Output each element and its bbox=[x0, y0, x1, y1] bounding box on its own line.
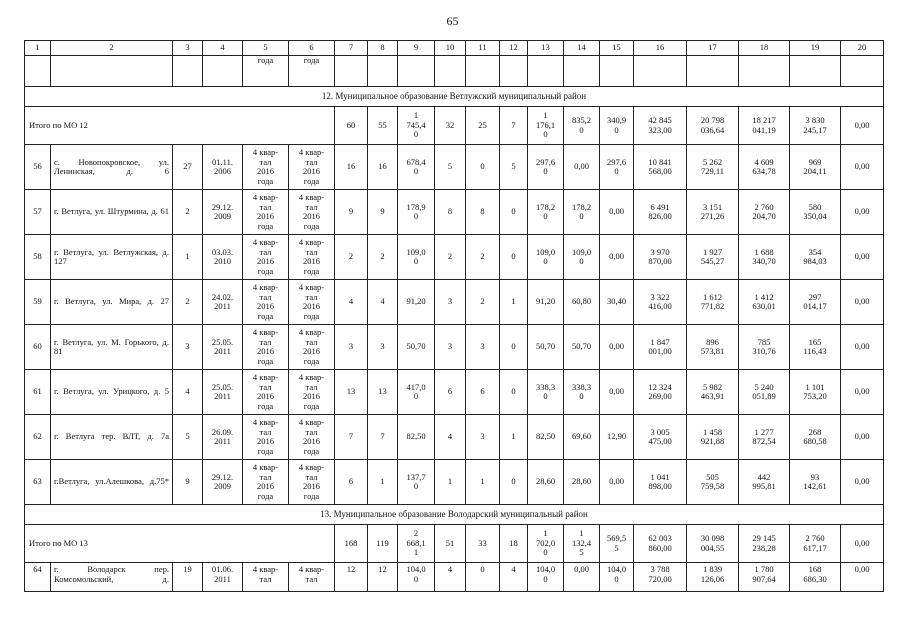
data-cell: 82,50 bbox=[398, 415, 435, 460]
data-cell: 7 bbox=[368, 415, 398, 460]
data-cell: 50,70 bbox=[528, 325, 564, 370]
data-cell: 0,00 bbox=[600, 370, 634, 415]
data-cell: 29.12. 2009 bbox=[203, 460, 243, 505]
data-cell: 1 bbox=[173, 235, 203, 280]
data-cell: 0,00 bbox=[841, 415, 884, 460]
data-cell: 64 bbox=[25, 563, 51, 592]
data-cell: 178,2 0 bbox=[528, 190, 564, 235]
address-cell: г. Ветлуга, ул. Мира, д. 27 bbox=[51, 280, 173, 325]
data-cell: 9 bbox=[368, 190, 398, 235]
data-cell: 19 bbox=[173, 563, 203, 592]
column-number: 19 bbox=[790, 41, 841, 56]
data-cell: 4 bbox=[435, 415, 466, 460]
data-cell: 268 680,58 bbox=[790, 415, 841, 460]
data-cell: 5 bbox=[435, 145, 466, 190]
data-cell: 12,90 bbox=[600, 415, 634, 460]
data-cell: 2 bbox=[466, 235, 500, 280]
data-cell: 0,00 bbox=[841, 325, 884, 370]
total-value: 7 bbox=[500, 107, 528, 145]
data-cell: 1 bbox=[500, 280, 528, 325]
data-cell: 442 995,81 bbox=[739, 460, 790, 505]
table-row bbox=[25, 235, 884, 280]
total-row bbox=[25, 525, 884, 563]
continuation-cell bbox=[435, 56, 466, 87]
data-cell: 63 bbox=[25, 460, 51, 505]
total-value: 32 bbox=[435, 107, 466, 145]
data-cell: 109,0 0 bbox=[528, 235, 564, 280]
data-cell: 5 240 051,89 bbox=[739, 370, 790, 415]
data-cell: 1 bbox=[435, 460, 466, 505]
section-title: 12. Муниципальное образование Ветлужский муниципальный район bbox=[25, 87, 884, 107]
data-cell: 580 350,04 bbox=[790, 190, 841, 235]
data-cell: 6 491 826,00 bbox=[634, 190, 687, 235]
continuation-cell: года bbox=[289, 56, 335, 87]
table-row bbox=[25, 460, 884, 505]
column-number: 17 bbox=[687, 41, 739, 56]
data-cell: 109,0 0 bbox=[398, 235, 435, 280]
data-cell: 5 bbox=[500, 145, 528, 190]
column-number: 20 bbox=[841, 41, 884, 56]
data-cell: 165 116,43 bbox=[790, 325, 841, 370]
housing-program-table bbox=[24, 40, 884, 592]
continuation-cell bbox=[500, 56, 528, 87]
data-cell: 13 bbox=[368, 370, 398, 415]
total-value: 60 bbox=[335, 107, 368, 145]
total-value: 119 bbox=[368, 525, 398, 563]
table-row bbox=[25, 145, 884, 190]
data-cell: 91,20 bbox=[398, 280, 435, 325]
column-number: 7 bbox=[335, 41, 368, 56]
data-cell: 4 квар- тал 2016 года bbox=[243, 370, 289, 415]
data-cell: 3 151 271,26 bbox=[687, 190, 739, 235]
total-value: 1 132,4 5 bbox=[564, 525, 600, 563]
data-cell: 0,00 bbox=[600, 325, 634, 370]
data-cell: 0,00 bbox=[600, 460, 634, 505]
total-value: 2 760 617,17 bbox=[790, 525, 841, 563]
data-cell: 3 322 416,00 bbox=[634, 280, 687, 325]
table-row bbox=[25, 325, 884, 370]
data-cell: 8 bbox=[435, 190, 466, 235]
section-title-row bbox=[25, 505, 884, 525]
data-cell: 2 bbox=[173, 190, 203, 235]
data-cell: 3 bbox=[335, 325, 368, 370]
total-value: 18 217 041,19 bbox=[739, 107, 790, 145]
data-cell: 969 204,11 bbox=[790, 145, 841, 190]
total-value: 30 098 004,55 bbox=[687, 525, 739, 563]
data-cell: 56 bbox=[25, 145, 51, 190]
column-number: 14 bbox=[564, 41, 600, 56]
data-cell: 5 bbox=[173, 415, 203, 460]
total-value: 0,00 bbox=[841, 525, 884, 563]
continuation-cell bbox=[687, 56, 739, 87]
data-cell: 4 квар- тал 2016 года bbox=[289, 280, 335, 325]
data-cell: 60,80 bbox=[564, 280, 600, 325]
data-cell: 297,6 0 bbox=[528, 145, 564, 190]
data-cell: 1 277 872,54 bbox=[739, 415, 790, 460]
data-cell: 03.03. 2010 bbox=[203, 235, 243, 280]
data-cell: 0,00 bbox=[564, 145, 600, 190]
data-cell: 896 573,81 bbox=[687, 325, 739, 370]
data-cell: 3 970 870,00 bbox=[634, 235, 687, 280]
total-value: 29 145 238,28 bbox=[739, 525, 790, 563]
data-cell: 1 688 340,70 bbox=[739, 235, 790, 280]
continuation-cell bbox=[335, 56, 368, 87]
data-cell: 1 041 898,00 bbox=[634, 460, 687, 505]
column-number: 18 bbox=[739, 41, 790, 56]
table-body bbox=[25, 41, 884, 592]
total-value: 18 bbox=[500, 525, 528, 563]
data-cell: 4 609 634,78 bbox=[739, 145, 790, 190]
data-cell: 0 bbox=[500, 325, 528, 370]
address-cell: г. Володарск пер. Комсомольский, д. bbox=[51, 563, 173, 592]
data-cell: 2 760 204,70 bbox=[739, 190, 790, 235]
data-cell: 6 bbox=[335, 460, 368, 505]
data-cell: 9 bbox=[173, 460, 203, 505]
data-cell: 338,3 0 bbox=[528, 370, 564, 415]
data-cell: 1 412 630,01 bbox=[739, 280, 790, 325]
total-label: Итого по МО 12 bbox=[25, 107, 335, 145]
data-cell: 1 839 126,06 bbox=[687, 563, 739, 592]
data-cell: 8 bbox=[466, 190, 500, 235]
data-cell: 25.05. 2011 bbox=[203, 325, 243, 370]
data-cell: 3 bbox=[173, 325, 203, 370]
section-title: 13. Муниципальное образование Володарский муниципальный район bbox=[25, 505, 884, 525]
address-cell: г.Ветлуга, ул.Алешкова, д.75* bbox=[51, 460, 173, 505]
data-cell: 3 bbox=[466, 325, 500, 370]
data-cell: 0,00 bbox=[841, 145, 884, 190]
data-cell: 2 bbox=[173, 280, 203, 325]
column-number: 13 bbox=[528, 41, 564, 56]
data-cell: 27 bbox=[173, 145, 203, 190]
total-value: 62 003 860,00 bbox=[634, 525, 687, 563]
data-cell: 109,0 0 bbox=[564, 235, 600, 280]
data-cell: 2 bbox=[368, 235, 398, 280]
data-cell: 2 bbox=[335, 235, 368, 280]
data-cell: 178,2 0 bbox=[564, 190, 600, 235]
data-cell: 0 bbox=[500, 235, 528, 280]
data-cell: 3 005 475,00 bbox=[634, 415, 687, 460]
data-cell: 4 квар- тал 2016 года bbox=[243, 415, 289, 460]
data-cell: 4 квар- тал 2016 года bbox=[243, 325, 289, 370]
column-number: 6 bbox=[289, 41, 335, 56]
page-number: 65 bbox=[446, 14, 459, 28]
data-cell: 4 bbox=[368, 280, 398, 325]
data-cell: 16 bbox=[335, 145, 368, 190]
data-cell: 82,50 bbox=[528, 415, 564, 460]
data-cell: 50,70 bbox=[398, 325, 435, 370]
data-cell: 29.12. 2009 bbox=[203, 190, 243, 235]
data-cell: 0,00 bbox=[600, 190, 634, 235]
data-cell: 104,0 0 bbox=[600, 563, 634, 592]
total-value: 1 176,1 0 bbox=[528, 107, 564, 145]
data-cell: 12 bbox=[368, 563, 398, 592]
data-cell: 0 bbox=[500, 190, 528, 235]
data-cell: 1 bbox=[466, 460, 500, 505]
data-cell: 26.09. 2011 bbox=[203, 415, 243, 460]
data-cell: 4 квар- тал 2016 года bbox=[289, 190, 335, 235]
address-cell: г. Ветлуга, ул. Штурмина, д. 61 bbox=[51, 190, 173, 235]
total-value: 25 bbox=[466, 107, 500, 145]
data-cell: 3 bbox=[368, 325, 398, 370]
table-row bbox=[25, 415, 884, 460]
data-cell: 3 788 720,00 bbox=[634, 563, 687, 592]
data-cell: 16 bbox=[368, 145, 398, 190]
data-cell: 4 квар- тал 2016 года bbox=[243, 190, 289, 235]
continuation-cell bbox=[528, 56, 564, 87]
total-value: 20 798 036,64 bbox=[687, 107, 739, 145]
data-cell: 1 847 001,00 bbox=[634, 325, 687, 370]
total-value: 42 845 323,00 bbox=[634, 107, 687, 145]
continuation-cell bbox=[739, 56, 790, 87]
total-value: 2 668,1 1 bbox=[398, 525, 435, 563]
total-value: 1 702,0 0 bbox=[528, 525, 564, 563]
address-cell: г. Ветлуга, ул. М. Горького, д. 81 bbox=[51, 325, 173, 370]
continuation-cell bbox=[368, 56, 398, 87]
data-cell: 3 bbox=[435, 325, 466, 370]
continuation-cell bbox=[634, 56, 687, 87]
address-cell: г. Ветлуга тер. ВЛТ, д. 7а bbox=[51, 415, 173, 460]
address-cell: с. Новопокровское, ул. Ленинская, д. 6 bbox=[51, 145, 173, 190]
column-number: 11 bbox=[466, 41, 500, 56]
column-number: 15 bbox=[600, 41, 634, 56]
data-cell: 01.06. 2011 bbox=[203, 563, 243, 592]
data-cell: 1 101 753,20 bbox=[790, 370, 841, 415]
data-cell: 69,60 bbox=[564, 415, 600, 460]
data-cell: 0,00 bbox=[600, 235, 634, 280]
data-cell: 10 841 568,00 bbox=[634, 145, 687, 190]
total-value: 340,9 0 bbox=[600, 107, 634, 145]
data-cell: 4 квар- тал 2016 года bbox=[289, 325, 335, 370]
total-value: 168 bbox=[335, 525, 368, 563]
data-cell: 01.11. 2006 bbox=[203, 145, 243, 190]
data-cell: 4 bbox=[500, 563, 528, 592]
data-cell: 4 квар- тал 2016 года bbox=[289, 145, 335, 190]
data-cell: 28,60 bbox=[528, 460, 564, 505]
data-cell: 0 bbox=[466, 563, 500, 592]
data-cell: 59 bbox=[25, 280, 51, 325]
data-cell: 24.02. 2011 bbox=[203, 280, 243, 325]
column-number: 8 bbox=[368, 41, 398, 56]
data-cell: 61 bbox=[25, 370, 51, 415]
data-cell: 5 262 729,11 bbox=[687, 145, 739, 190]
column-number: 12 bbox=[500, 41, 528, 56]
data-cell: 505 759,58 bbox=[687, 460, 739, 505]
data-cell: 4 bbox=[173, 370, 203, 415]
table-row bbox=[25, 563, 884, 592]
data-cell: 0,00 bbox=[564, 563, 600, 592]
data-cell: 5 982 463,91 bbox=[687, 370, 739, 415]
data-cell: 354 984,03 bbox=[790, 235, 841, 280]
data-cell: 1 927 545,27 bbox=[687, 235, 739, 280]
column-number: 2 bbox=[51, 41, 173, 56]
data-cell: 3 bbox=[466, 415, 500, 460]
data-cell: 178,9 0 bbox=[398, 190, 435, 235]
continuation-cell bbox=[51, 56, 173, 87]
data-cell: 0 bbox=[500, 370, 528, 415]
continuation-cell bbox=[466, 56, 500, 87]
data-cell: 60 bbox=[25, 325, 51, 370]
continuation-cell bbox=[203, 56, 243, 87]
total-value: 33 bbox=[466, 525, 500, 563]
continuation-cell bbox=[564, 56, 600, 87]
table-row bbox=[25, 190, 884, 235]
continuation-cell bbox=[25, 56, 51, 87]
data-cell: 6 bbox=[435, 370, 466, 415]
total-label: Итого по МО 13 bbox=[25, 525, 335, 563]
data-cell: 6 bbox=[466, 370, 500, 415]
data-cell: 1 bbox=[500, 415, 528, 460]
column-number: 1 bbox=[25, 41, 51, 56]
continuation-cell bbox=[600, 56, 634, 87]
data-cell: 4 квар- тал bbox=[289, 563, 335, 592]
data-cell: 12 324 269,00 bbox=[634, 370, 687, 415]
column-number: 4 bbox=[203, 41, 243, 56]
data-cell: 137,7 0 bbox=[398, 460, 435, 505]
data-cell: 4 квар- тал bbox=[243, 563, 289, 592]
data-cell: 3 bbox=[435, 280, 466, 325]
column-number: 3 bbox=[173, 41, 203, 56]
total-value: 1 745,4 0 bbox=[398, 107, 435, 145]
data-cell: 91,20 bbox=[528, 280, 564, 325]
data-cell: 2 bbox=[466, 280, 500, 325]
data-cell: 4 квар- тал 2016 года bbox=[243, 280, 289, 325]
continuation-cell bbox=[398, 56, 435, 87]
total-value: 0,00 bbox=[841, 107, 884, 145]
data-cell: 58 bbox=[25, 235, 51, 280]
data-cell: 2 bbox=[435, 235, 466, 280]
continuation-row bbox=[25, 56, 884, 87]
section-title-row bbox=[25, 87, 884, 107]
data-cell: 0 bbox=[466, 145, 500, 190]
data-cell: 297 014,17 bbox=[790, 280, 841, 325]
data-cell: 104,0 0 bbox=[398, 563, 435, 592]
data-cell: 338,3 0 bbox=[564, 370, 600, 415]
data-cell: 7 bbox=[335, 415, 368, 460]
data-cell: 0,00 bbox=[841, 370, 884, 415]
data-cell: 4 квар- тал 2016 года bbox=[289, 415, 335, 460]
address-cell: г. Ветлуга, ул. Урицкого, д. 5 bbox=[51, 370, 173, 415]
address-cell: г. Ветлуга, ул. Ветлужская, д. 127 bbox=[51, 235, 173, 280]
data-cell: 50,70 bbox=[564, 325, 600, 370]
data-cell: 1 780 907,64 bbox=[739, 563, 790, 592]
data-cell: 12 bbox=[335, 563, 368, 592]
data-cell: 62 bbox=[25, 415, 51, 460]
data-cell: 1 458 921,88 bbox=[687, 415, 739, 460]
total-row bbox=[25, 107, 884, 145]
data-cell: 4 квар- тал 2016 года bbox=[243, 460, 289, 505]
column-number: 10 bbox=[435, 41, 466, 56]
table-row bbox=[25, 370, 884, 415]
data-cell: 9 bbox=[335, 190, 368, 235]
total-value: 55 bbox=[368, 107, 398, 145]
continuation-cell: года bbox=[243, 56, 289, 87]
data-cell: 28,60 bbox=[564, 460, 600, 505]
data-cell: 417,0 0 bbox=[398, 370, 435, 415]
total-value: 569,5 5 bbox=[600, 525, 634, 563]
data-cell: 4 квар- тал 2016 года bbox=[289, 235, 335, 280]
data-cell: 0,00 bbox=[841, 280, 884, 325]
data-cell: 13 bbox=[335, 370, 368, 415]
data-cell: 297,6 0 bbox=[600, 145, 634, 190]
total-value: 3 830 245,17 bbox=[790, 107, 841, 145]
data-cell: 1 612 771,82 bbox=[687, 280, 739, 325]
column-number: 16 bbox=[634, 41, 687, 56]
data-cell: 4 квар- тал 2016 года bbox=[243, 235, 289, 280]
continuation-cell bbox=[173, 56, 203, 87]
total-value: 835,2 0 bbox=[564, 107, 600, 145]
data-cell: 4 bbox=[435, 563, 466, 592]
continuation-cell bbox=[790, 56, 841, 87]
table-row bbox=[25, 280, 884, 325]
data-cell: 0,00 bbox=[841, 460, 884, 505]
data-cell: 0 bbox=[500, 460, 528, 505]
data-cell: 785 310,76 bbox=[739, 325, 790, 370]
data-cell: 168 686,30 bbox=[790, 563, 841, 592]
data-cell: 1 bbox=[368, 460, 398, 505]
data-cell: 678,4 0 bbox=[398, 145, 435, 190]
data-cell: 0,00 bbox=[841, 190, 884, 235]
data-cell: 25.05. 2011 bbox=[203, 370, 243, 415]
data-cell: 104,0 0 bbox=[528, 563, 564, 592]
column-number-row bbox=[25, 41, 884, 56]
data-cell: 4 квар- тал 2016 года bbox=[289, 370, 335, 415]
data-cell: 57 bbox=[25, 190, 51, 235]
data-cell: 4 bbox=[335, 280, 368, 325]
data-cell: 30,40 bbox=[600, 280, 634, 325]
continuation-cell bbox=[841, 56, 884, 87]
data-cell: 93 142,61 bbox=[790, 460, 841, 505]
data-cell: 0,00 bbox=[841, 563, 884, 592]
data-cell: 0,00 bbox=[841, 235, 884, 280]
column-number: 9 bbox=[398, 41, 435, 56]
total-value: 51 bbox=[435, 525, 466, 563]
data-cell: 4 квар- тал 2016 года bbox=[289, 460, 335, 505]
column-number: 5 bbox=[243, 41, 289, 56]
data-cell: 4 квар- тал 2016 года bbox=[243, 145, 289, 190]
